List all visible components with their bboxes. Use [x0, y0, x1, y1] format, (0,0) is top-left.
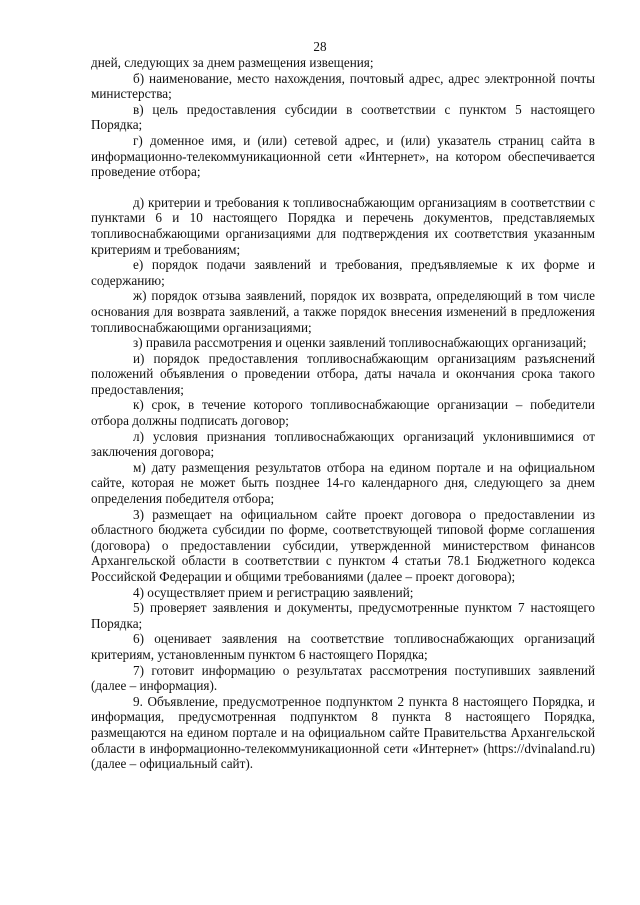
- paragraph-item-m: м) дату размещения результатов отбора на едином портале и на официальном сайте, которая не может быть позднее 14-го календарного дня, следующего за днем определения победителя отбора;: [91, 459, 595, 507]
- paragraph-item-d: д) критерии и требования к топливоснабжающим организациям в соответствии с пунктами 6 и 10 настоящего Порядка и перечень документов, представляемых топливоснабжающими организациями для подтверждения их соответствия указанным критериям и требованиям;: [91, 194, 595, 257]
- paragraph-item-7: 7) готовит информацию о результатах рассмотрения поступивших заявлений (далее – информация).: [91, 662, 595, 694]
- paragraph-item-l: л) условия признания топливоснабжающих организаций уклонившимися от заключения договора;: [91, 428, 595, 460]
- page-number: 28: [313, 39, 327, 54]
- paragraph-item-z: з) правила рассмотрения и оценки заявлений топливоснабжающих организаций;: [133, 335, 587, 351]
- document-body: [91, 55, 595, 772]
- paragraph-item-zh: ж) порядок отзыва заявлений, порядок их возврата, определяющий в том числе основания для возврата заявлений, а также порядок внесения изменений в предложения топливоснабжающими организациями;: [91, 288, 595, 335]
- paragraph-item-i: и) порядок предоставления топливоснабжающим организациям разъяснений положений объявления о проведении отбора, даты начала и окончания срока такого предоставления;: [91, 350, 595, 397]
- paragraph-section-9: 9. Объявление, предусмотренное подпунктом 2 пункта 8 настоящего Порядка, и информация, предусмотренная подпунктом 8 пункта 8 настоящего Порядка, размещаются на едином портале и на официальном сайте Правительства Архангельской области в информационно-телекоммуникационной сети «Интернет» (https://dvinaland.ru) (далее – официальный сайт).: [91, 693, 595, 772]
- paragraph-item-6: 6) оценивает заявления на соответствие топливоснабжающих организаций критериям, установленным пунктом 6 настоящего Порядка;: [91, 631, 595, 662]
- paragraph-item-b: б) наименование, место нахождения, почтовый адрес, адрес электронной почты министерства;: [91, 70, 595, 102]
- paragraph-item-e: е) порядок подачи заявлений и требования, предъявляемые к их форме и содержанию;: [91, 257, 595, 288]
- paragraph-continuation: дней, следующих за днем размещения извещения;: [91, 55, 374, 70]
- paragraph-item-g: г) доменное имя, и (или) сетевой адрес, и (или) указатель страниц сайта в информационно-телекоммуникационной сети «Интернет», на котором обеспечивается проведение отбора;: [91, 132, 595, 180]
- paragraph-item-3: 3) размещает на официальном сайте проект договора о предоставлении из областного бюджета субсидии по форме, соответствующей типовой форме соглашения (договора) о предоставлении субсидии, утвержденной министерством финансов Архангельской области в соответствии с пунктом 4 статьи 78.1 Бюджетного кодекса Российской Федерации и общими требованиями (далее – проект договора);: [91, 506, 595, 584]
- paragraph-item-v: в) цель предоставления субсидии в соответствии с пунктом 5 настоящего Порядка;: [91, 101, 595, 133]
- paragraph-item-5: 5) проверяет заявления и документы, предусмотренные пунктом 7 настоящего Порядка;: [91, 600, 595, 631]
- paragraph-item-k: к) срок, в течение которого топливоснабжающие организации – победители отбора должны подписать договор;: [91, 397, 595, 429]
- paragraph-item-4: 4) осуществляет прием и регистрацию заявлений;: [133, 584, 414, 600]
